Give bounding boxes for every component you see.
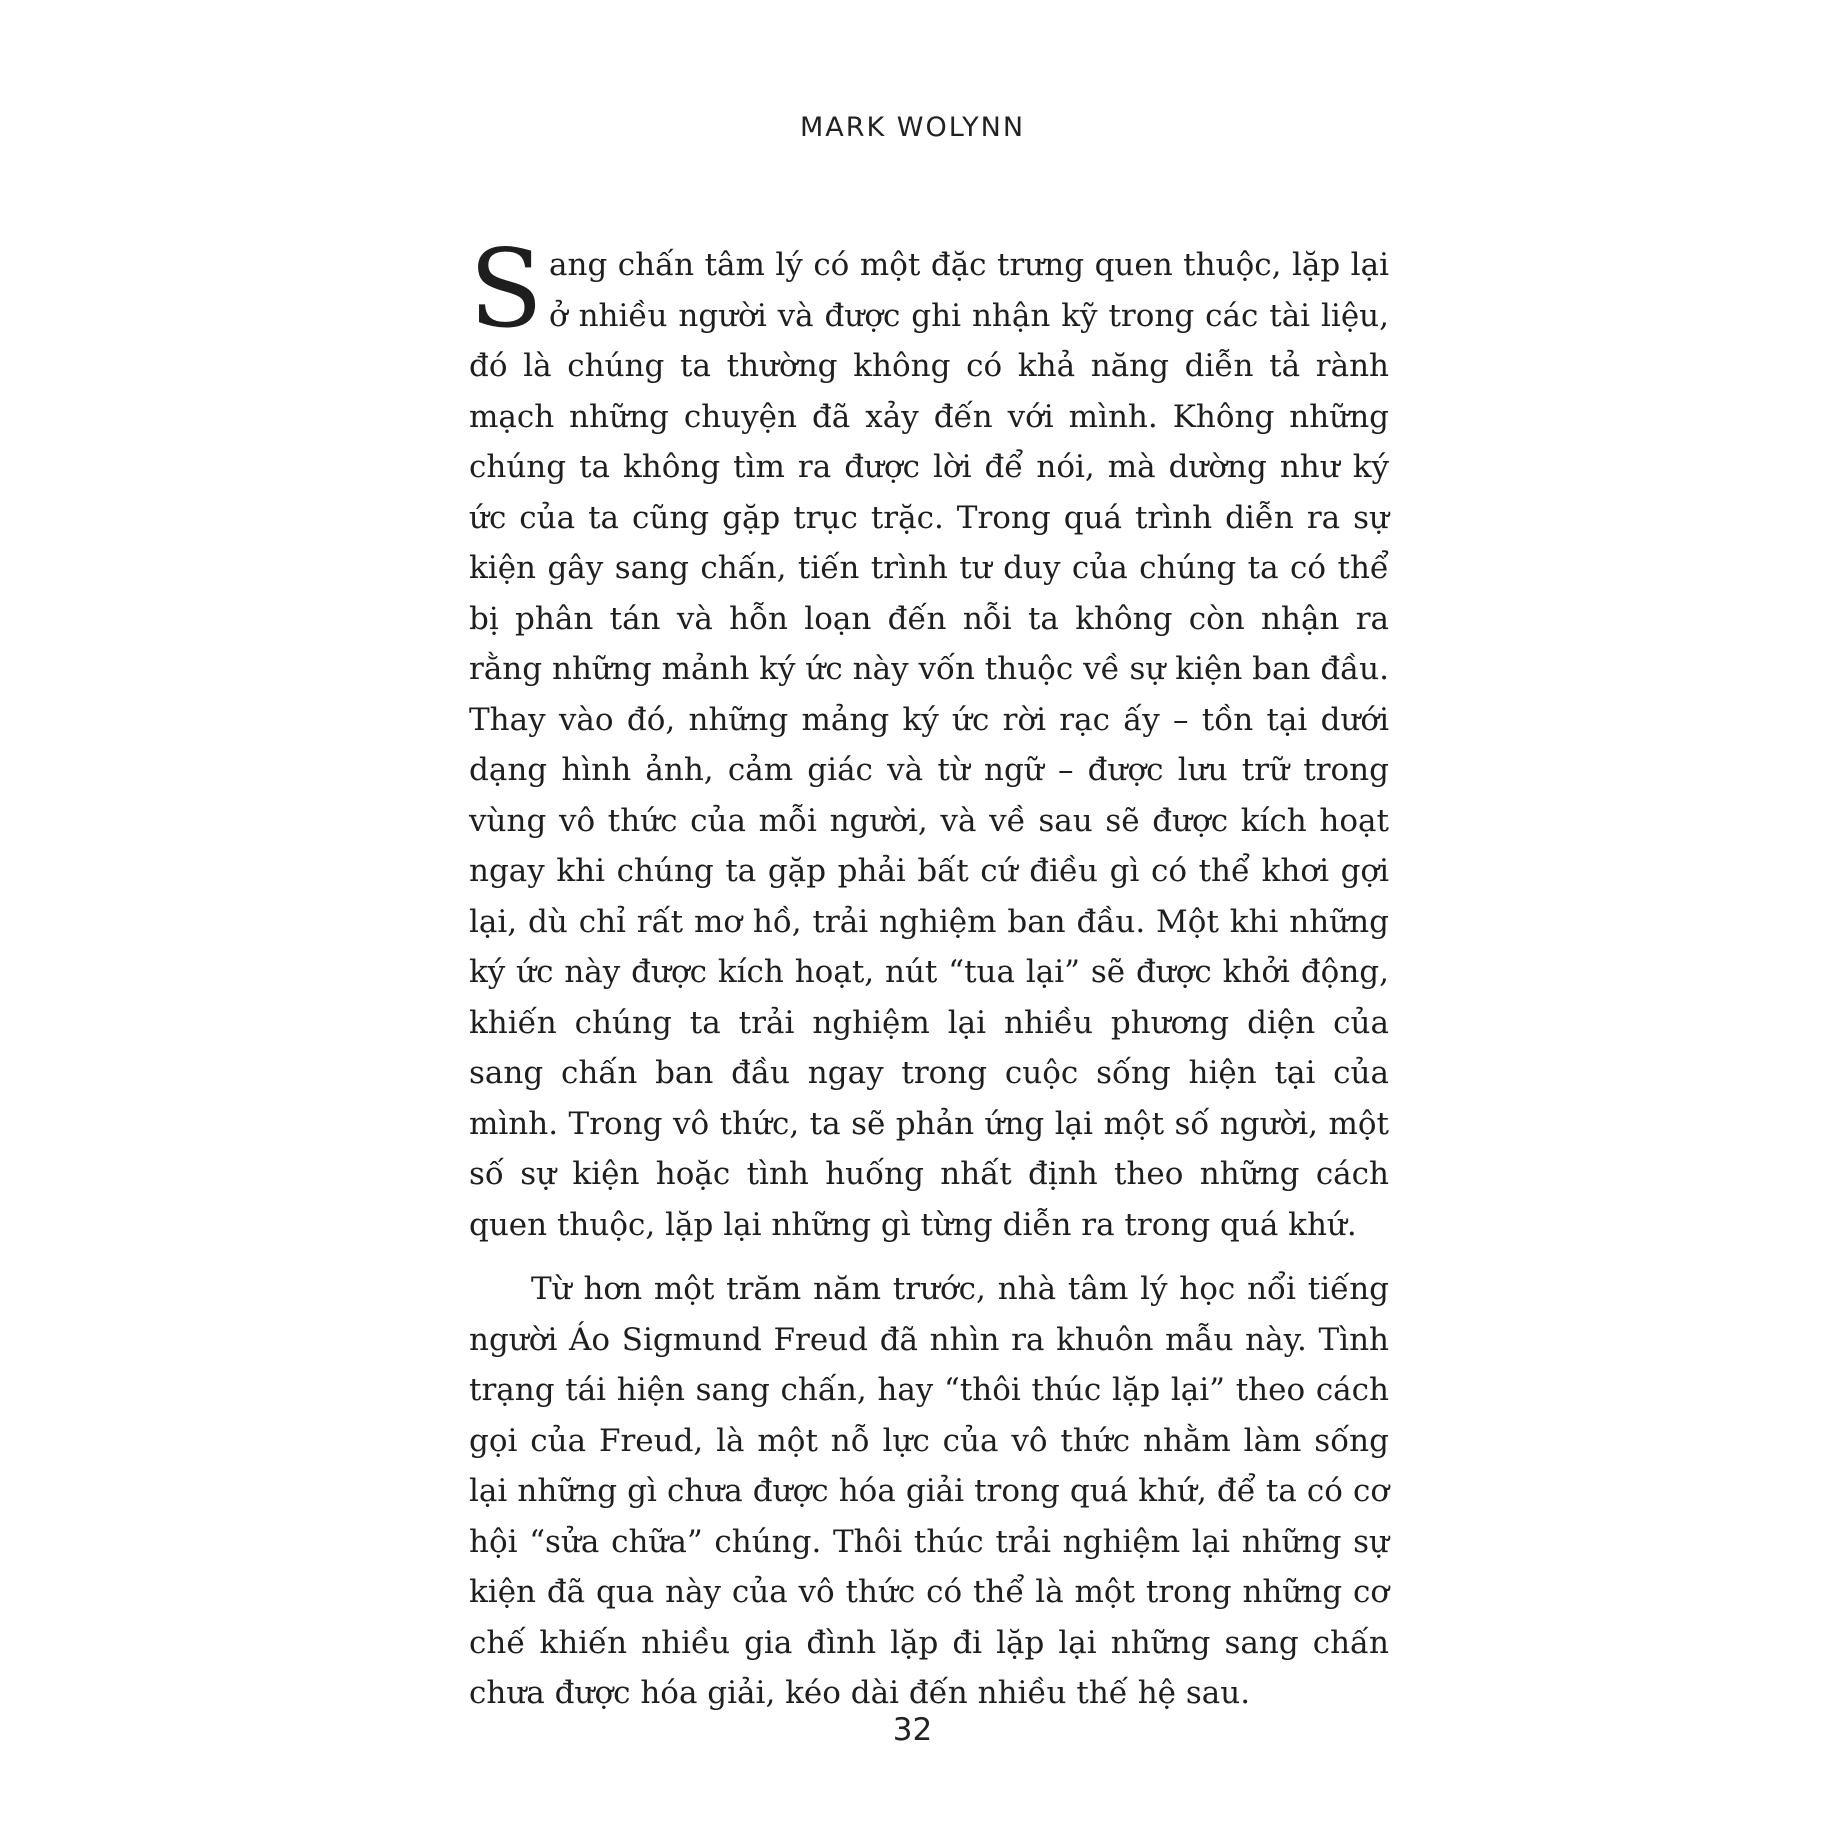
running-header-author: MARK WOLYNN bbox=[799, 112, 1026, 143]
page-number: 32 bbox=[892, 1712, 933, 1748]
drop-cap: S bbox=[469, 227, 543, 352]
paragraph-2: Từ hơn một trăm năm trước, nhà tâm lý học nổi tiếng người Áo Sigmund Freud đã nhìn ra khuôn mẫu này. Tình trạng tái hiện sang chấn, hay “thôi thúc lặp lại” theo cách gọi của Freud, là một nỗ lực của vô thức nhằm làm sống lại những gì chưa được hóa giải trong quá khứ, để ta có cơ hội “sửa chữa” chúng. Thôi thúc trải nghiệm lại những sự kiện đã qua này của vô thức có thể là một trong những cơ chế khiến nhiều gia đình lặp đi lặp lại những sang chấn chưa được hóa giải, kéo dài đến nhiều thế hệ sau. bbox=[469, 1271, 1389, 1711]
paragraph-1 bbox=[469, 227, 1389, 1250]
body-text bbox=[469, 227, 1389, 1719]
paragraph-1-text: ang chấn tâm lý có một đặc trưng quen thuộc, lặp lại ở nhiều người và được ghi nhận kỹ trong các tài liệu, đó là chúng ta thường không có khả năng diễn tả rành mạch những chuyện đã xảy đến với mình. Không những chúng ta không tìm ra được lời để nói, mà dường như ký ức của ta cũng gặp trục trặc. Trong quá trình diễn ra sự kiện gây sang chấn, tiến trình tư duy của chúng ta có thể bị phân tán và hỗn loạn đến nỗi ta không còn nhận ra rằng những mảnh ký ức này vốn thuộc về sự kiện ban đầu. Thay vào đó, những mảng ký ức rời rạc ấy – tồn tại dưới dạng hình ảnh, cảm giác và từ ngữ – được lưu trữ trong vùng vô thức của mỗi người, và về sau sẽ được kích hoạt ngay khi chúng ta gặp phải bất cứ điều gì có thể khơi gợi lại, dù chỉ rất mơ hồ, trải nghiệm ban đầu. Một khi những ký ức này được kích hoạt, nút “tua lại” sẽ được khởi động, khiến chúng ta trải nghiệm lại nhiều phương diện của sang chấn ban đầu ngay trong cuộc sống hiện tại của mình. Trong vô thức, ta sẽ phản ứng lại một số người, một số sự kiện hoặc tình huống nhất định theo những cách quen thuộc, lặp lại những gì từng diễn ra trong quá khứ. bbox=[469, 247, 1389, 1243]
